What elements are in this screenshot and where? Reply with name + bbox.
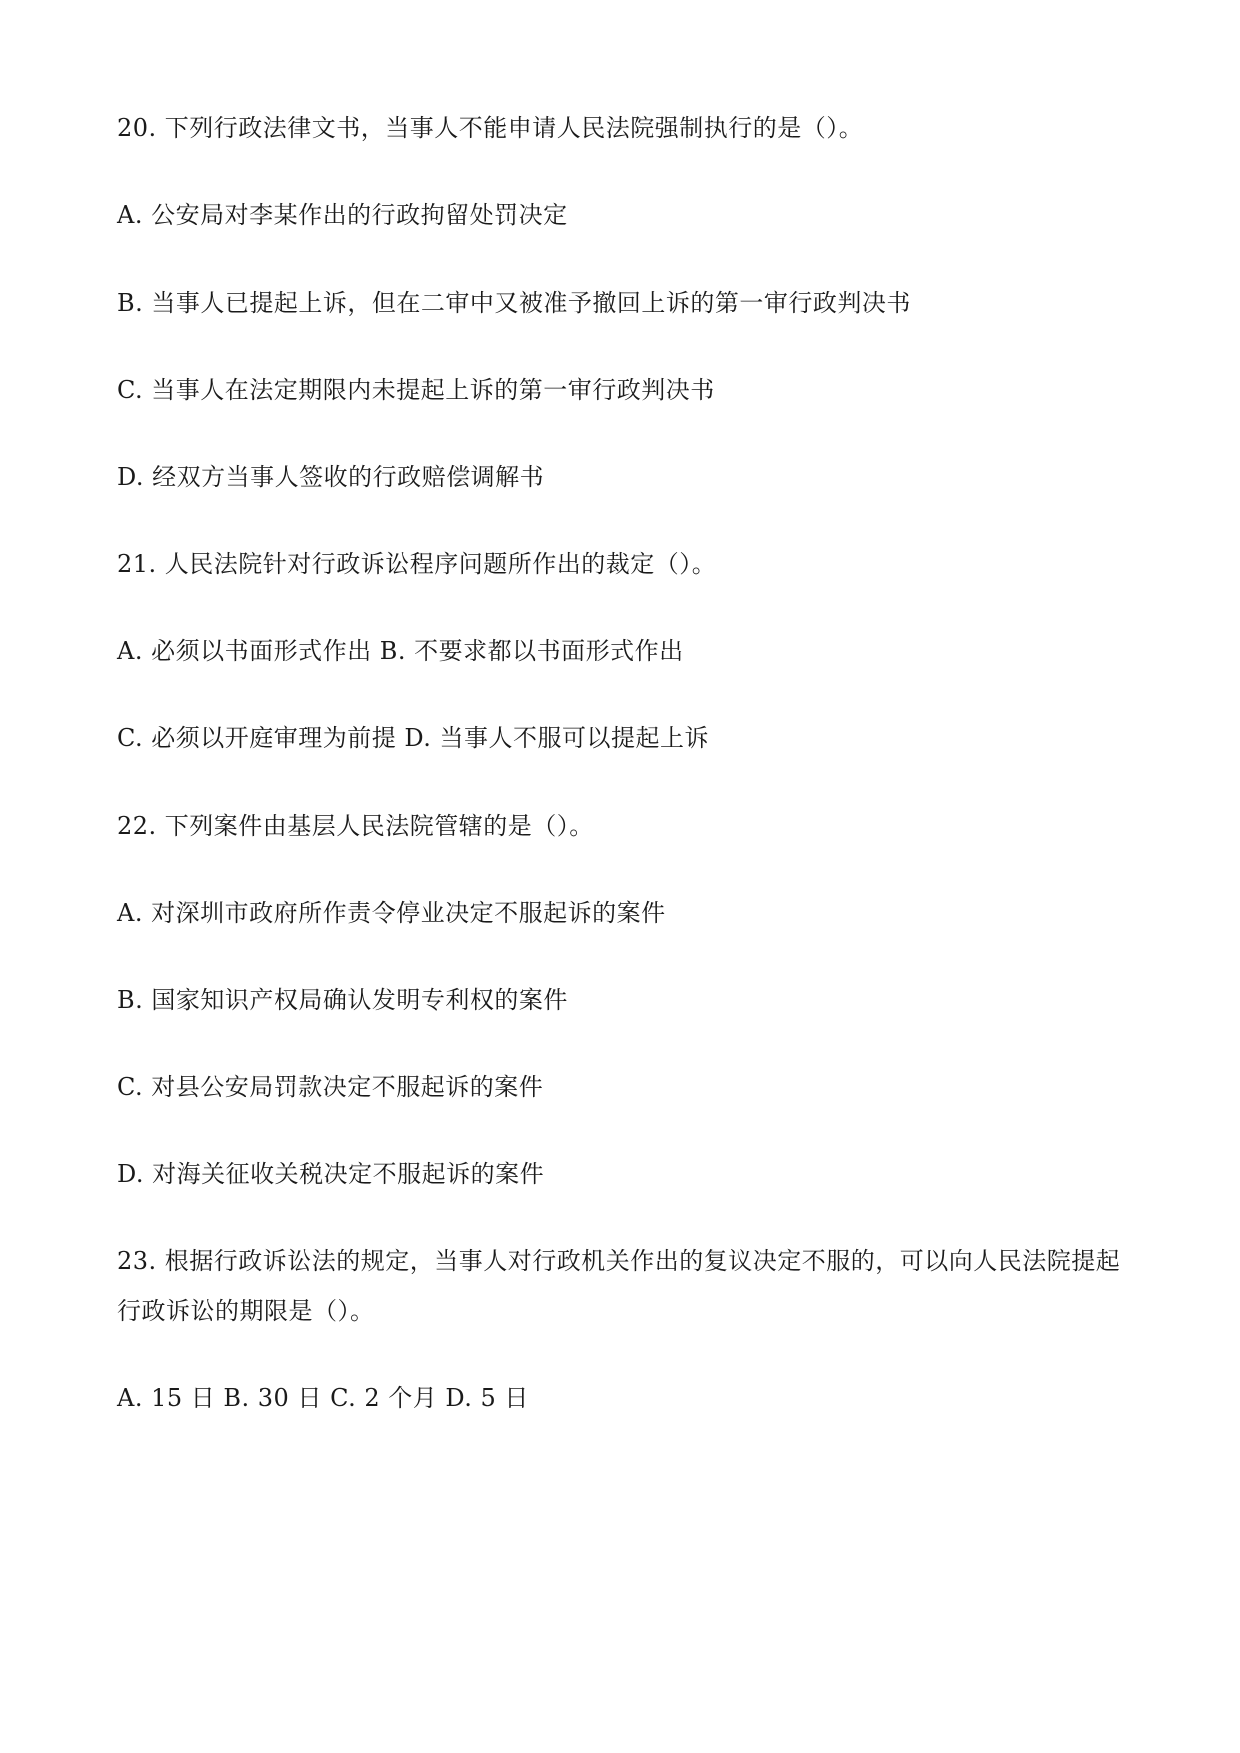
- question-21-options-cd: C. 必须以开庭审理为前提 D. 当事人不服可以提起上诉: [117, 724, 710, 752]
- question-20-option-a: A. 公安局对李某作出的行政拘留处罚决定: [117, 201, 568, 229]
- question-20-option-c: C. 当事人在法定期限内未提起上诉的第一审行政判决书: [117, 376, 715, 404]
- question-22-option-b: B. 国家知识产权局确认发明专利权的案件: [117, 986, 568, 1014]
- question-22-stem: 22. 下列案件由基层人民法院管辖的是（）。: [117, 812, 594, 840]
- question-20-option-b: B. 当事人已提起上诉，但在二审中又被准予撤回上诉的第一审行政判决书: [117, 289, 911, 317]
- question-22-option-c: C. 对县公安局罚款决定不服起诉的案件: [117, 1073, 544, 1101]
- question-22-option-d: D. 对海关征收关税决定不服起诉的案件: [117, 1160, 545, 1188]
- question-22-option-a: A. 对深圳市政府所作责令停业决定不服起诉的案件: [117, 899, 666, 927]
- question-21-options-ab: A. 必须以书面形式作出 B. 不要求都以书面形式作出: [117, 637, 684, 665]
- question-23-stem: 23. 根据行政诉讼法的规定，当事人对行政机关作出的复议决定不服的，可以向人民法院提起行政诉讼的期限是（）。: [117, 1247, 1121, 1325]
- question-20-stem: 20. 下列行政法律文书，当事人不能申请人民法院强制执行的是（）。: [117, 114, 864, 142]
- question-21-stem: 21. 人民法院针对行政诉讼程序问题所作出的裁定（）。: [117, 550, 717, 578]
- question-20-option-d: D. 经双方当事人签收的行政赔偿调解书: [117, 463, 545, 491]
- question-23-options: A. 15 日 B. 30 日 C. 2 个月 D. 5 日: [117, 1384, 529, 1412]
